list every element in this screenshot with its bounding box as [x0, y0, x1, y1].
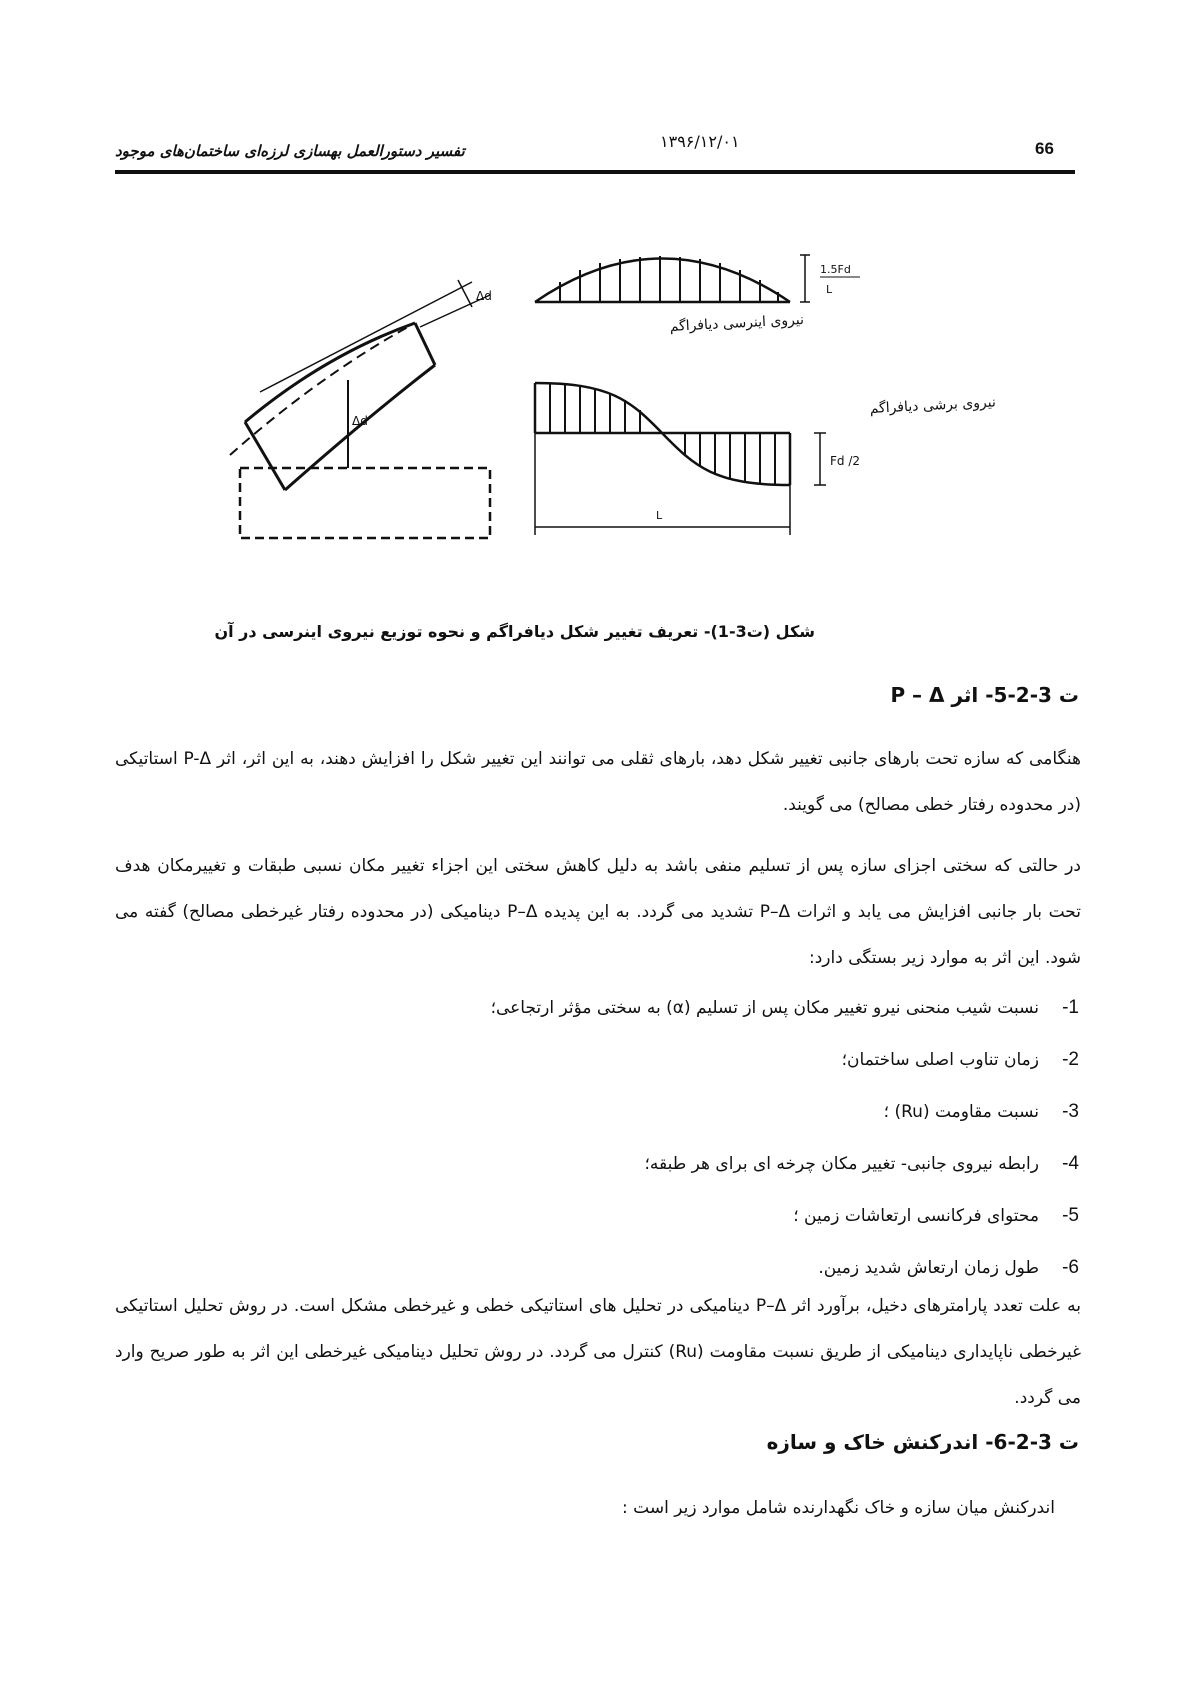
paragraph: اندرکنش میان سازه و خاک نگهدارنده شامل موارد زیر است : [622, 1498, 1055, 1518]
inertia-force-diagram [535, 255, 860, 302]
paragraph: در حالتی که سختی اجزای سازه پس از تسلیم منفی باشد به دلیل کاهش سختی این اجزاء تغییر مکان نسبی طبقات و تغییرمکان هدف تحت بار جانبی افزایش می یابد و اثرات P–Δ تشدید می گردد. به این پدیده P–Δ دینامیکی (در محدوده رفتار غیرخطی مصالح) گفته می شود. این اثر به موارد زیر بستگی دارد: [115, 856, 1081, 968]
header-date: ۱۳۹۶/۱۲/۰۱ [660, 132, 740, 151]
inertia-label: نیروی اینرسی دیافراگم [669, 311, 805, 335]
force-shear-label: Fd /2 [830, 454, 861, 468]
list-item-number: 1- [1062, 997, 1079, 1018]
paragraph: هنگامی که سازه تحت بارهای جانبی تغییر شکل دهد، بارهای ثقلی می توانند این تغییر شکل را افزایش دهند، به این اثر، اثر P-Δ استاتیکی (در محدوده رفتار خطی مصالح) می گویند. [115, 749, 1081, 815]
delta-mid-label: Δd [352, 414, 368, 428]
list-item-number: 6- [1062, 1257, 1079, 1278]
deformed-diaphragm-sketch [230, 280, 490, 538]
header-title: تفسیر دستورالعمل بهسازی لرزه‌ای ساختمان‌های موجود [115, 142, 465, 160]
list-item [491, 1138, 1079, 1190]
list-item-number: 2- [1062, 1049, 1079, 1070]
list-item-number: 5- [1062, 1205, 1079, 1226]
list-item-text: نسبت مقاومت (Ru) ؛ [883, 1102, 1039, 1122]
list-item-text: طول زمان ارتعاش شدید زمین. [818, 1258, 1039, 1278]
list-item-text: محتوای فرکانسی ارتعاشات زمین ؛ [793, 1206, 1039, 1226]
list-item [491, 1190, 1079, 1242]
page-number: 66 [1035, 139, 1054, 158]
length-bottom-label: L [656, 509, 663, 522]
list-item-text: رابطه نیروی جانبی- تغییر مکان چرخه ای برای هر طبقه؛ [644, 1154, 1039, 1174]
delta-top-label: Δd [476, 289, 492, 303]
length-top-label: L [826, 283, 833, 296]
diaphragm-figure [230, 255, 997, 585]
list-item-number: 3- [1062, 1101, 1079, 1122]
list-item-text: زمان تناوب اصلی ساختمان؛ [841, 1050, 1039, 1070]
section-heading-soil-structure: ت 3-2-6- اندرکنش خاک و سازه [766, 1430, 1079, 1454]
header-rule [115, 170, 1075, 174]
shear-label: نیروی برشی دیافراگم [869, 394, 997, 417]
list-item-number: 4- [1062, 1153, 1079, 1174]
page-header [115, 125, 1075, 171]
section-heading-p-delta: ت 3-2-5- اثر P – Δ [890, 683, 1079, 707]
list-item-text: نسبت شیب منحنی نیرو تغییر مکان پس از تسلیم (α) به سختی مؤثر ارتجاعی؛ [490, 998, 1039, 1018]
list-item [491, 982, 1079, 1034]
figure-caption: شکل (ت3-1)- تعریف تغییر شکل دیافراگم و نحوه توزیع نیروی اینرسی در آن [214, 622, 815, 641]
dependency-list [491, 982, 1079, 1294]
shear-force-diagram [535, 383, 826, 535]
list-item [491, 1086, 1079, 1138]
paragraph: به علت تعدد پارامترهای دخیل، برآورد اثر P–Δ دینامیکی در تحلیل های استاتیکی خطی و غیرخطی مشکل است. در روش تحلیل استاتیکی غیرخطی ناپایداری دینامیکی از طریق نسبت مقاومت (Ru) کنترل می گردد. در روش تحلیل دینامیکی غیرخطی این اثر به طور صریح وارد می گردد. [115, 1296, 1081, 1408]
list-item [491, 1034, 1079, 1086]
force-top-label: 1.5Fd [820, 263, 851, 276]
